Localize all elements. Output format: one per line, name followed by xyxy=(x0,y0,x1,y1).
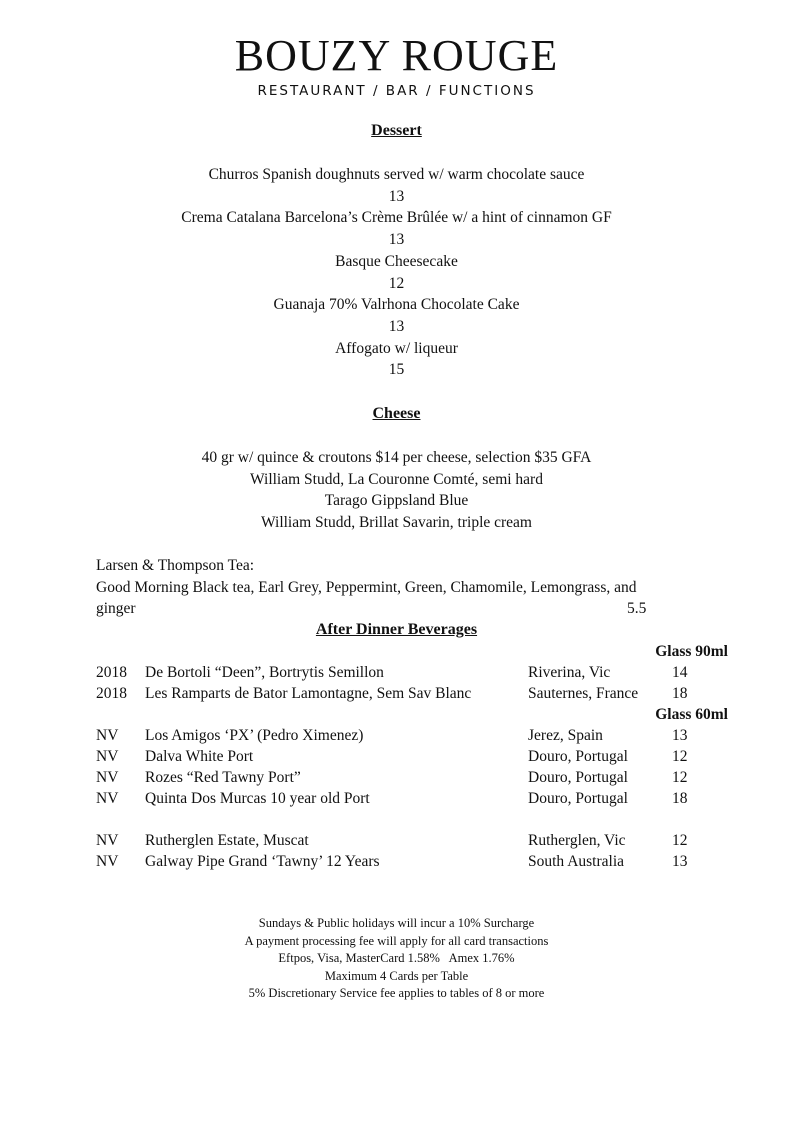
footer-line: 5% Discretionary Service fee applies to tables of 8 or more xyxy=(248,986,545,1000)
beverage-price: 18 xyxy=(672,790,688,807)
beverage-row xyxy=(0,746,793,767)
beverage-price: 12 xyxy=(672,832,688,849)
dessert-item-name: Basque Cheesecake xyxy=(335,252,458,270)
glass-90ml-header: Glass 90ml xyxy=(655,643,728,660)
footer-notes xyxy=(0,915,793,1003)
dessert-item-price: 15 xyxy=(388,361,405,379)
beverage-row xyxy=(0,662,793,683)
cheese-list xyxy=(0,447,793,534)
beverage-name: De Bortoli “Deen”, Bortrytis Semillon xyxy=(145,664,384,681)
dessert-item-name: Churros Spanish doughnuts served w/ warm chocolate sauce xyxy=(208,166,585,183)
beverage-price: 13 xyxy=(672,853,688,870)
tea-last-word: ginger xyxy=(96,600,136,617)
beverage-year: NV xyxy=(96,727,119,744)
brand-tagline: RESTAURANT / BAR / FUNCTIONS xyxy=(257,83,536,99)
cheese-title: Cheese xyxy=(372,405,421,422)
beverage-price: 13 xyxy=(672,727,688,744)
tea-price: 5.5 xyxy=(627,600,647,617)
beverage-price: 12 xyxy=(672,748,688,765)
beverage-year: NV xyxy=(96,832,119,849)
dessert-item-name: Affogato w/ liqueur xyxy=(335,339,458,357)
beverage-year: NV xyxy=(96,748,119,765)
brand-logo: BOUZY ROUGE xyxy=(234,31,559,80)
beverage-region: South Australia xyxy=(528,853,625,870)
dessert-item-price: 13 xyxy=(388,317,405,335)
footer-line: Eftpos, Visa, MasterCard 1.58% Amex 1.76% xyxy=(278,951,515,965)
beverages-title: After Dinner Beverages xyxy=(315,621,478,638)
beverage-year: NV xyxy=(96,790,119,807)
dessert-item-price: 13 xyxy=(388,187,405,205)
beverage-region: Riverina, Vic xyxy=(528,664,611,681)
dessert-title: Dessert xyxy=(371,122,422,139)
cheese-line: William Studd, La Couronne Comté, semi hard xyxy=(250,470,543,488)
beverage-year: 2018 xyxy=(96,685,127,702)
tea-heading: Larsen & Thompson Tea: xyxy=(96,557,255,574)
tea-description: Good Morning Black tea, Earl Grey, Peppermint, Green, Chamomile, Lemongrass, and xyxy=(96,579,637,596)
beverage-region: Sauternes, France xyxy=(528,685,639,702)
beverage-name: Galway Pipe Grand ‘Tawny’ 12 Years xyxy=(145,853,380,870)
beverage-region: Rutherglen, Vic xyxy=(528,832,626,849)
beverage-year: 2018 xyxy=(96,664,127,681)
beverage-name: Rozes “Red Tawny Port” xyxy=(145,769,301,786)
beverage-row xyxy=(0,851,793,872)
cheese-line: 40 gr w/ quince & croutons $14 per cheese, selection $35 GFA xyxy=(201,449,592,466)
beverage-price: 18 xyxy=(672,685,688,702)
beverage-name: Quinta Dos Murcas 10 year old Port xyxy=(145,790,370,807)
beverage-region: Douro, Portugal xyxy=(528,769,628,786)
footer-line: Maximum 4 Cards per Table xyxy=(324,968,469,983)
cheese-line: Tarago Gippsland Blue xyxy=(324,492,469,510)
dessert-item-name: Crema Catalana Barcelona’s Crème Brûlée w/ a hint of cinnamon GF xyxy=(181,209,612,227)
dessert-item-price: 12 xyxy=(388,274,405,292)
dessert-list xyxy=(0,164,793,381)
beverage-name: Rutherglen Estate, Muscat xyxy=(145,832,309,849)
beverage-region: Douro, Portugal xyxy=(528,748,628,765)
cheese-line: William Studd, Brillat Savarin, triple cream xyxy=(261,514,532,532)
footer-line: Sundays & Public holidays will incur a 10% Surcharge xyxy=(258,916,535,930)
beverage-region: Douro, Portugal xyxy=(528,790,628,807)
dessert-item-price: 13 xyxy=(388,231,405,249)
glass-60ml-header: Glass 60ml xyxy=(655,706,728,723)
beverage-name: Les Ramparts de Bator Lamontagne, Sem Sav Blanc xyxy=(145,685,472,702)
beverage-row xyxy=(0,725,793,746)
beverage-row xyxy=(0,788,793,809)
beverage-price: 14 xyxy=(672,664,688,681)
beverage-year: NV xyxy=(96,853,119,870)
beverage-name: Dalva White Port xyxy=(145,748,254,765)
beverage-row xyxy=(0,767,793,788)
beverage-row xyxy=(0,830,793,851)
beverage-year: NV xyxy=(96,769,119,786)
beverage-price: 12 xyxy=(672,769,688,786)
dessert-item-name: Guanaja 70% Valrhona Chocolate Cake xyxy=(273,296,520,314)
beverage-row xyxy=(0,683,793,704)
beverage-name: Los Amigos ‘PX’ (Pedro Ximenez) xyxy=(145,727,364,744)
footer-line: A payment processing fee will apply for all card transactions xyxy=(244,933,549,948)
beverage-region: Jerez, Spain xyxy=(528,727,603,744)
